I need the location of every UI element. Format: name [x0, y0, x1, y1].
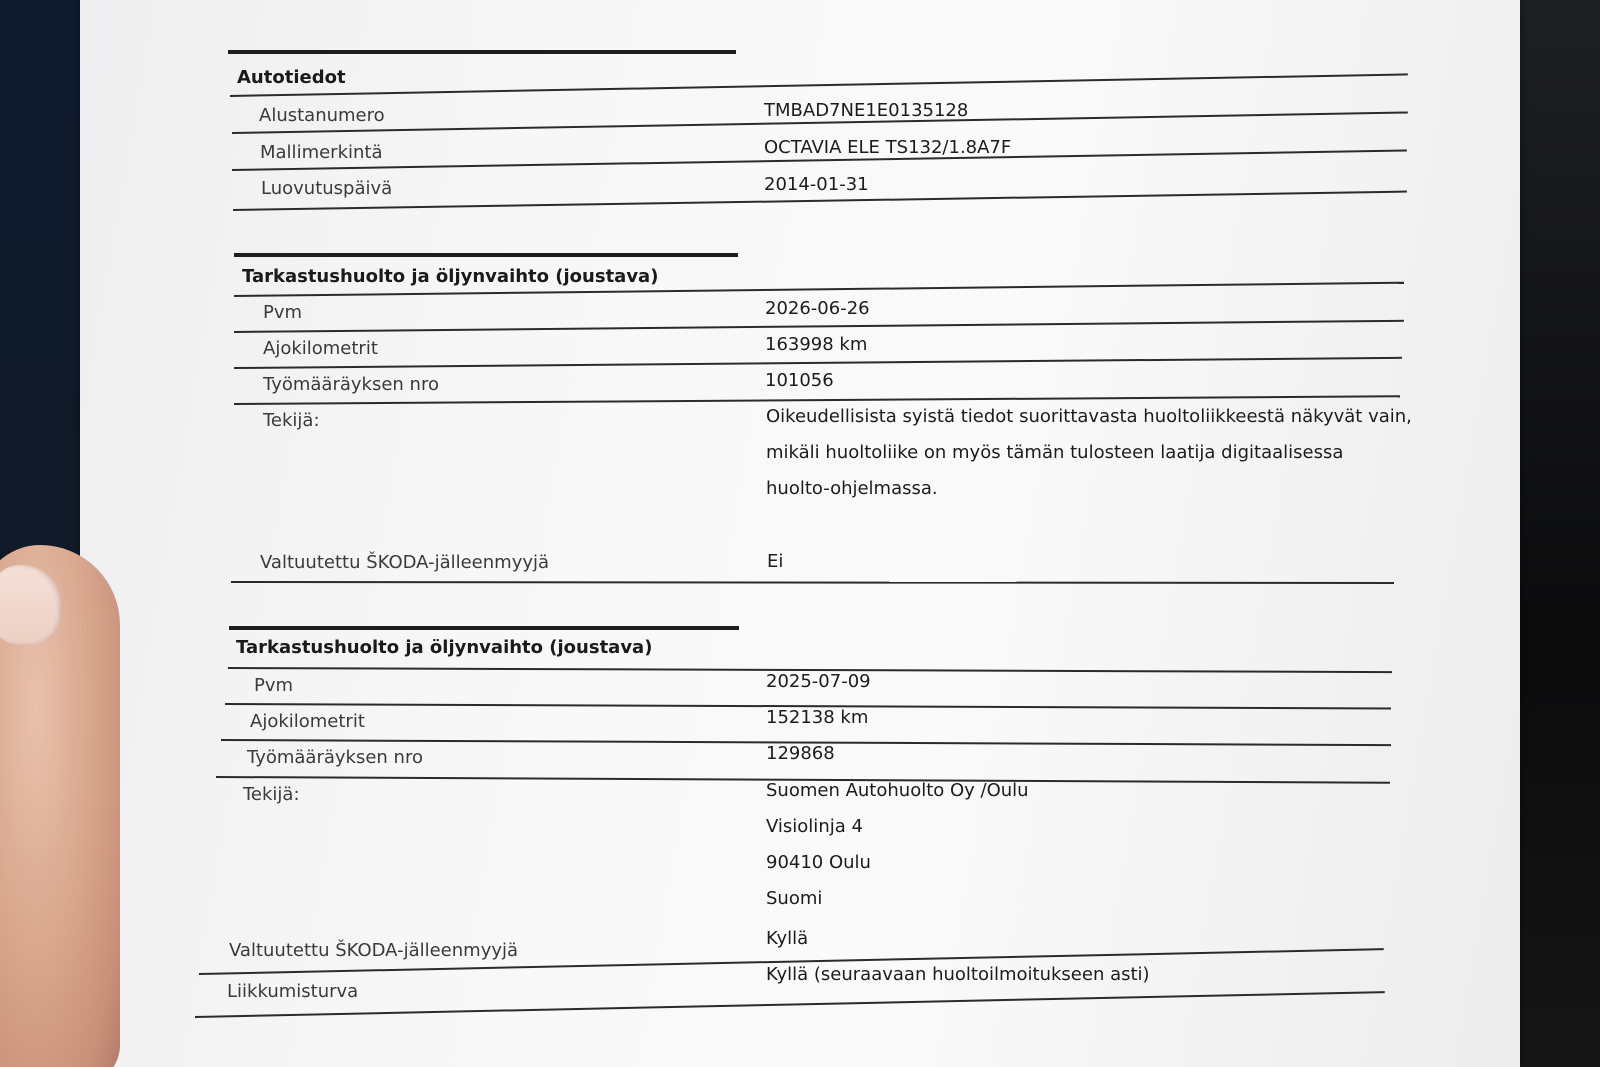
heading-car-info: Autotiedot — [237, 67, 346, 88]
value-mileage-2: 152138 km — [766, 707, 869, 728]
section-bar-service-2 — [229, 626, 739, 630]
label-delivery-date: Luovutuspäivä — [261, 178, 393, 199]
performer-line: Visiolinja 4 — [766, 816, 863, 837]
rule — [234, 357, 1402, 369]
section-bar-service-1 — [234, 253, 738, 257]
value-dealer-2: Kyllä — [766, 928, 809, 949]
heading-service-2: Tarkastushuolto ja öljynvaihto (joustava) — [236, 637, 653, 658]
performer-line: 90410 Oulu — [766, 852, 871, 873]
label-date-2: Pvm — [254, 675, 294, 696]
label-mobility-guarantee: Liikkumisturva — [227, 981, 359, 1002]
label-model: Mallimerkintä — [260, 142, 383, 163]
value-date-1: 2026-06-26 — [765, 298, 870, 319]
performer-line: Oikeudellisista syistä tiedot suorittavasta huoltoliikkeestä näkyvät vain, — [766, 406, 1412, 427]
value-dealer-1: Ei — [767, 551, 784, 572]
value-performer-1 — [766, 399, 1412, 507]
label-work-order-2: Työmääräyksen nro — [247, 747, 423, 768]
value-work-order-2: 129868 — [766, 743, 835, 764]
label-work-order-1: Työmääräyksen nro — [263, 374, 439, 395]
performer-line: Suomi — [766, 888, 823, 909]
value-delivery-date: 2014-01-31 — [764, 174, 869, 195]
value-performer-2 — [766, 773, 1029, 917]
value-date-2: 2025-07-09 — [766, 671, 871, 692]
label-performer-1: Tekijä: — [263, 410, 320, 431]
rule — [231, 581, 1394, 584]
heading-service-1: Tarkastushuolto ja öljynvaihto (joustava) — [242, 266, 659, 287]
performer-line: mikäli huoltoliike on myös tämän tulosteen laatija digitaalisessa — [766, 442, 1344, 463]
label-dealer-2: Valtuutettu ŠKODA-jälleenmyyjä — [229, 940, 519, 961]
value-mobility-guarantee: Kyllä (seuraavaan huoltoilmoitukseen asti) — [766, 964, 1150, 985]
value-work-order-1: 101056 — [765, 370, 834, 391]
label-dealer-1: Valtuutettu ŠKODA-jälleenmyyjä — [260, 552, 550, 573]
value-vin: TMBAD7NE1E0135128 — [764, 100, 969, 121]
value-mileage-1: 163998 km — [765, 334, 868, 355]
rule — [234, 320, 1404, 333]
label-vin: Alustanumero — [259, 105, 385, 126]
rule — [230, 73, 1408, 96]
label-mileage-1: Ajokilometrit — [263, 338, 378, 359]
value-model: OCTAVIA ELE TS132/1.8A7F — [764, 137, 1012, 158]
label-performer-2: Tekijä: — [243, 784, 300, 805]
rule — [195, 991, 1385, 1017]
performer-line: huolto-ohjelmassa. — [766, 478, 938, 499]
performer-line: Suomen Autohuolto Oy /Oulu — [766, 780, 1029, 801]
label-date-1: Pvm — [263, 302, 303, 323]
label-mileage-2: Ajokilometrit — [250, 711, 365, 732]
section-bar-car-info — [228, 50, 736, 54]
